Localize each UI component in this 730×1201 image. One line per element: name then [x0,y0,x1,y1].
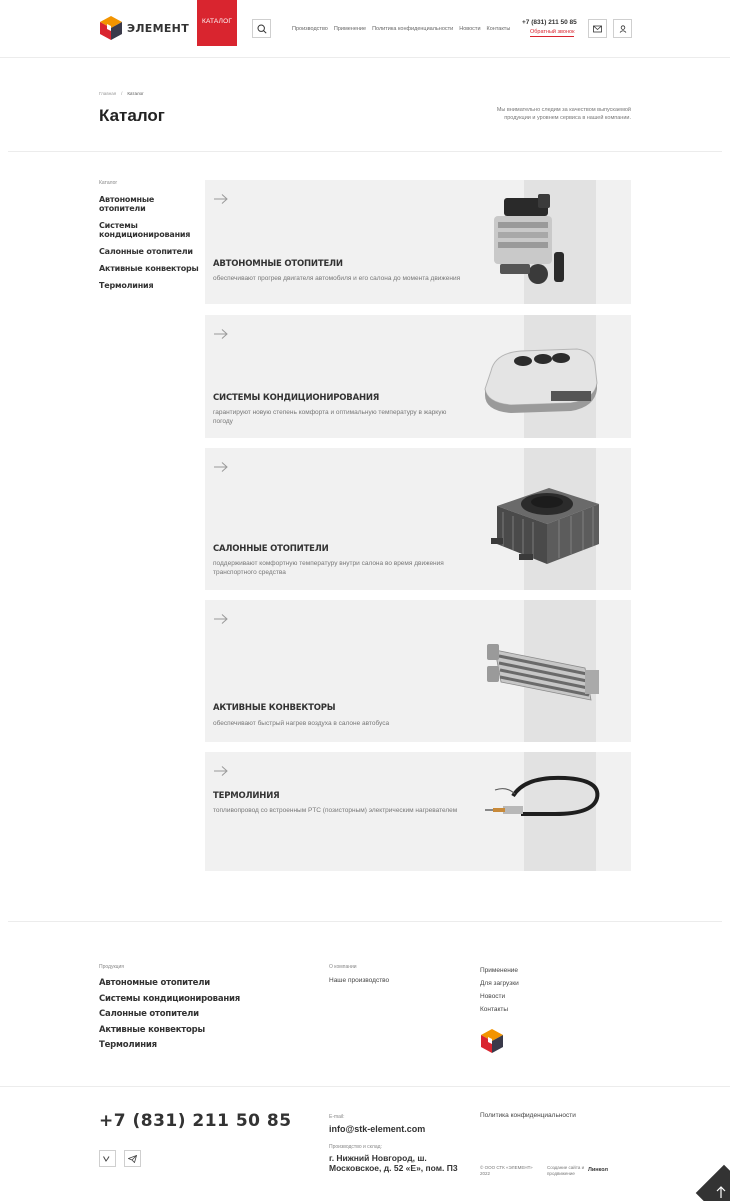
product-image-convector [485,630,603,710]
address-label: Производство и склад: [329,1144,382,1150]
catalog-card-active-convectors[interactable] [205,600,631,742]
developer-name[interactable]: Линкол [588,1167,608,1173]
card-title: ТЕРМОЛИНИЯ [213,791,280,801]
footer-email[interactable]: info@stk-element.com [329,1124,426,1134]
product-image-air-conditioner [481,343,601,413]
sidebar-item-thermoline[interactable]: Термолиния [99,281,154,290]
footer-company-label: О компании [329,964,357,970]
card-description: обеспечивают быстрый нагрев воздуха в салоне автобуса [213,720,390,727]
product-image-thermoline [485,768,605,828]
logo-text: ЭЛЕМЕНТ [127,21,189,35]
footer-product-link[interactable]: Системы кондиционирования [99,993,241,1004]
footer-privacy-link[interactable]: Политика конфиденциальности [480,1112,576,1119]
sidebar-item-cabin-heaters[interactable]: Салонные отопители [99,247,193,256]
search-icon [257,24,267,34]
nav-item-production[interactable]: Производство [292,26,328,32]
card-title: АВТОНОМНЫЕ ОТОПИТЕЛИ [213,259,343,269]
telegram-icon [128,1155,137,1163]
footer-product-link[interactable]: Салонные отопители [99,1009,199,1019]
breadcrumb-current: Каталог [127,91,144,96]
callback-link[interactable]: Обратный звонок [530,29,575,35]
card-title: САЛОННЫЕ ОТОПИТЕЛИ [213,544,329,554]
sidebar [99,195,201,298]
card-description: поддерживают комфортную температуру внутри салона во время движения транспортного средства [213,560,444,576]
product-image-autonomous-heater [490,192,570,292]
footer-logo-icon [480,1028,504,1054]
arrow-up-icon [716,1186,726,1198]
nav-item-privacy[interactable]: Политика конфиденциальности [372,26,454,32]
developer-label: Создание сайта и продвижение [547,1165,585,1176]
page-title: Каталог [99,106,165,125]
product-image-cabin-heater [489,476,604,571]
header [0,0,730,58]
copyright: © ООО СТК «ЭЛЕМЕНТ» 2022 [480,1165,533,1176]
catalog-card-thermoline[interactable] [205,752,631,871]
catalog-card-cabin-heaters[interactable] [205,448,631,590]
footer-address: г. Нижний Новгород, ш. Московское, д. 52 «Е», пом. П3 [329,1153,458,1173]
nav-item-news[interactable]: Новости [459,26,481,32]
footer-products-label: Продукция [99,964,125,970]
logo[interactable] [99,15,189,41]
card-title: СИСТЕМЫ КОНДИЦИОНИРОВАНИЯ [213,393,380,403]
arrow-right-icon [214,766,228,776]
sidebar-item-active-convectors[interactable]: Активные конвекторы [99,264,199,273]
breadcrumb [99,91,144,96]
user-icon [619,25,627,33]
sidebar-label: Каталог [99,180,118,186]
breadcrumb-separator: / [121,91,123,96]
footer-link-news[interactable]: Новости [480,993,506,1000]
nav-item-contacts[interactable]: Контакты [486,26,511,32]
card-description: гарантируют новую степень комфорта и оптимальную температуру в жаркую погоду [213,409,447,425]
breadcrumb-home[interactable]: Главная [99,91,117,96]
catalog-card-autonomous-heaters[interactable] [205,180,631,304]
arrow-right-icon [214,329,228,339]
divider [8,921,722,922]
sidebar-item-air-conditioning[interactable]: Системы кондиционирования [99,221,191,239]
vk-button[interactable] [99,1150,116,1167]
account-button[interactable] [613,19,632,38]
arrow-right-icon [214,614,228,624]
footer-link-production[interactable]: Наше производство [329,977,390,984]
logo-icon [99,15,123,41]
card-description: обеспечивают прогрев двигателя автомобиля и его салона до момента движения [213,275,461,282]
footer-link-application[interactable]: Применение [480,967,519,974]
nav-item-application[interactable]: Применение [333,26,367,32]
divider [8,151,722,152]
sidebar-item-autonomous-heaters[interactable]: Автономные отопители [99,195,155,213]
footer-link-downloads[interactable]: Для загрузки [480,980,519,987]
divider [0,1086,730,1087]
mail-button[interactable] [588,19,607,38]
card-description: топливопровод со встроенным PTC (позисторным) электрическим нагревателем [213,807,458,814]
header-phone[interactable]: +7 (831) 211 50 85 [522,19,577,26]
main-nav [292,26,510,32]
catalog-card-air-conditioning[interactable] [205,315,631,438]
footer-link-contacts[interactable]: Контакты [480,1006,509,1013]
card-title: АКТИВНЫЕ КОНВЕКТОРЫ [213,703,336,713]
search-button[interactable] [252,19,271,38]
arrow-right-icon [214,194,228,204]
page-description: Мы внимательно следим за качеством выпускаемой продукции и уровнем сервиса в нашей компании. [496,107,631,121]
vk-icon [103,1156,112,1162]
footer-product-link[interactable]: Автономные отопители [99,978,210,988]
telegram-button[interactable] [124,1150,141,1167]
mail-icon [593,25,602,33]
footer-phone[interactable]: +7 (831) 211 50 85 [99,1111,292,1131]
arrow-right-icon [214,462,228,472]
footer-products-list [99,978,240,1056]
catalog-button[interactable]: КАТАЛОГ [197,0,237,46]
email-label: E-mail: [329,1114,345,1120]
footer-product-link[interactable]: Термолиния [99,1040,157,1050]
footer-product-link[interactable]: Активные конвекторы [99,1024,206,1035]
